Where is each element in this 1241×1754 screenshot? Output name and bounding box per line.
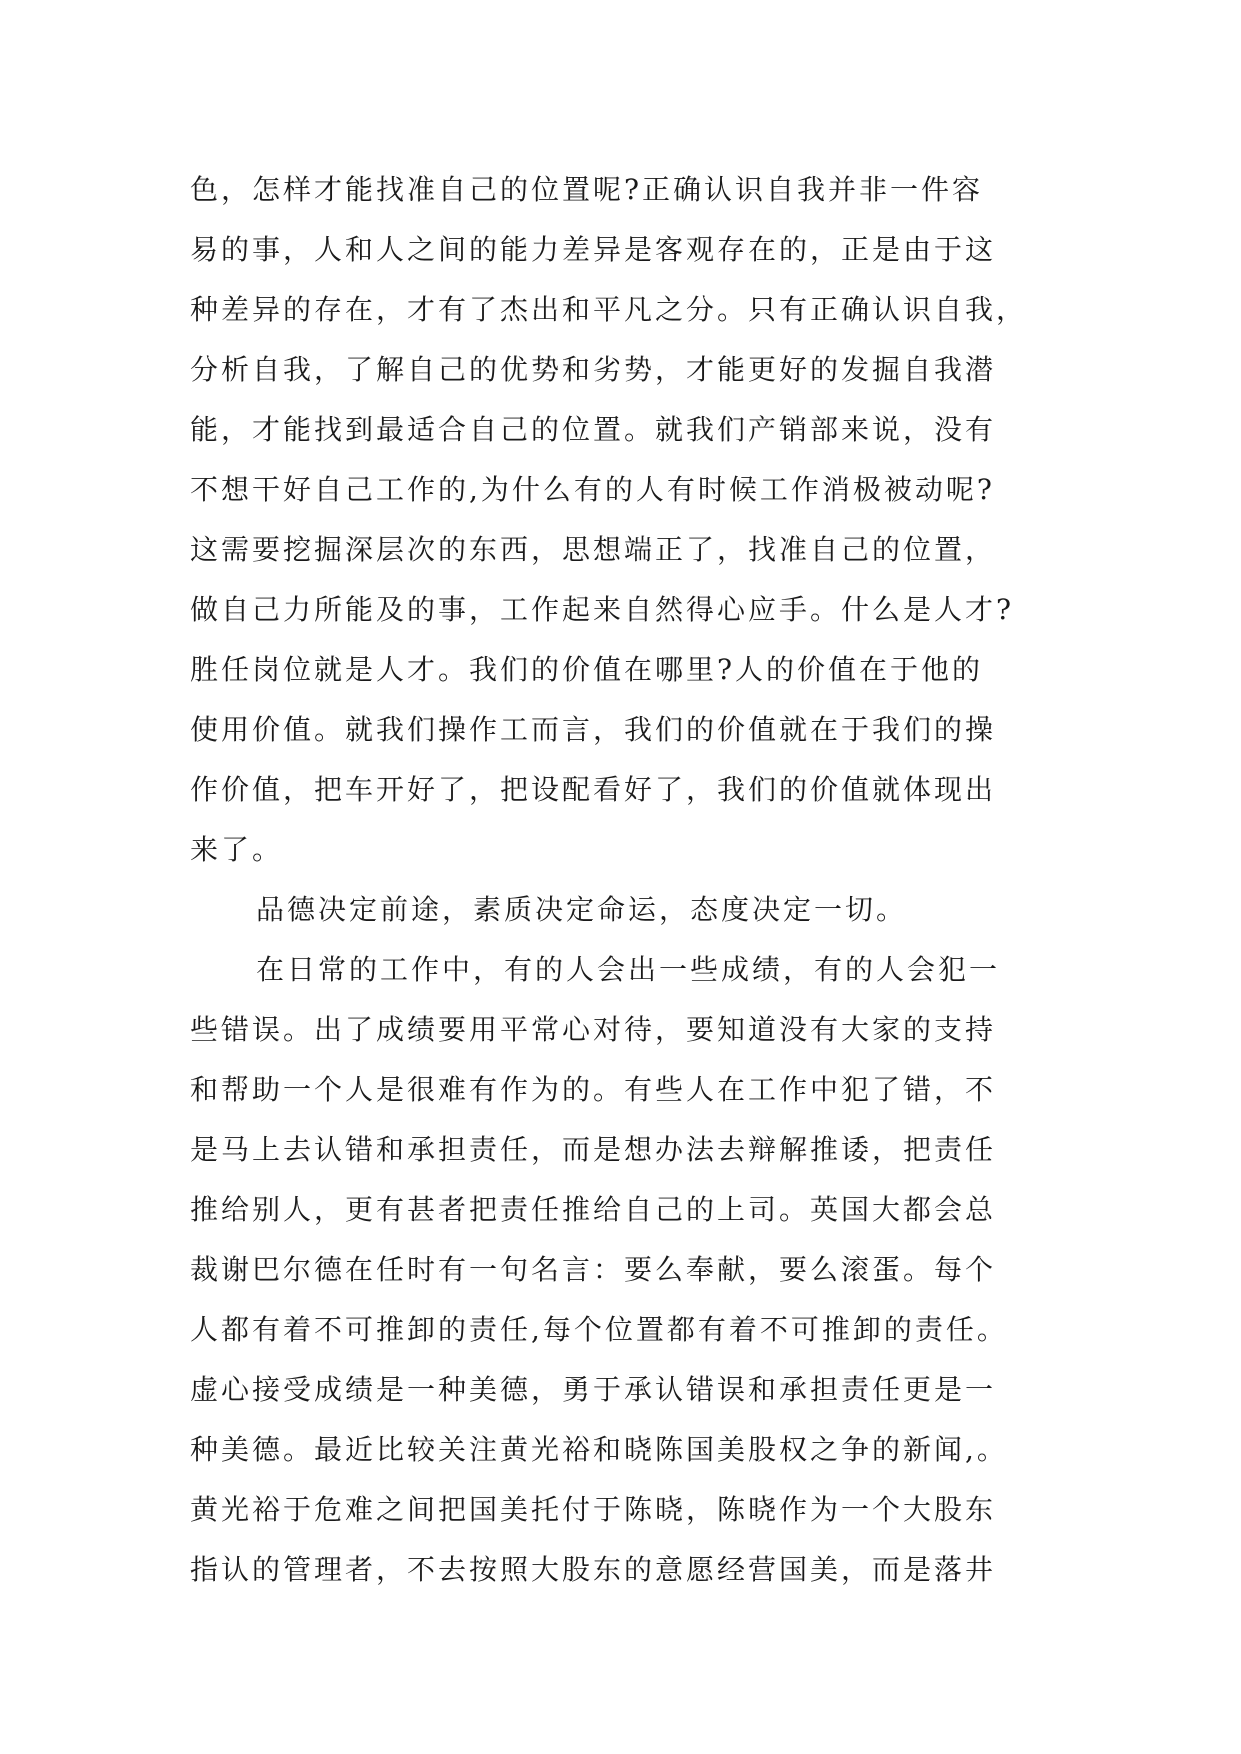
text-line: 色，怎样才能找准自己的位置呢?正确认识自我并非一件容	[190, 173, 984, 206]
text-line: 种差异的存在，才有了杰出和平凡之分。只有正确认识自我，	[190, 293, 1028, 326]
text-line: 作价值，把车开好了，把设配看好了，我们的价值就体现出	[190, 773, 997, 806]
document-body	[190, 160, 1050, 1600]
text-line: 种美德。最近比较关注黄光裕和晓陈国美股权之争的新闻,。	[190, 1433, 1008, 1466]
text-line: 指认的管理者，不去按照大股东的意愿经营国美，而是落井	[190, 1553, 997, 1586]
text-line: 是马上去认错和承担责任，而是想办法去辩解推诿，把责任	[190, 1133, 997, 1166]
text-line: 做自己力所能及的事，工作起来自然得心应手。什么是人才?	[190, 593, 1015, 626]
text-line: 推给别人，更有甚者把责任推给自己的上司。英国大都会总	[190, 1193, 997, 1226]
text-line: 这需要挖掘深层次的东西，思想端正了，找准自己的位置，	[190, 533, 997, 566]
text-line: 些错误。出了成绩要用平常心对待，要知道没有大家的支持	[190, 1013, 997, 1046]
paragraph-first-line: 在日常的工作中，有的人会出一些成绩，有的人会犯一	[256, 953, 1001, 986]
text-line: 胜任岗位就是人才。我们的价值在哪里?人的价值在于他的	[190, 653, 984, 686]
text-line: 分析自我，了解自己的优势和劣势，才能更好的发掘自我潜	[190, 353, 997, 386]
text-line: 虚心接受成绩是一种美德，勇于承认错误和承担责任更是一	[190, 1373, 997, 1406]
text-line: 使用价值。就我们操作工而言，我们的价值就在于我们的操	[190, 713, 997, 746]
text-line: 能，才能找到最适合自己的位置。就我们产销部来说，没有	[190, 413, 997, 446]
text-line: 黄光裕于危难之间把国美托付于陈晓，陈晓作为一个大股东	[190, 1493, 997, 1526]
text-line: 裁谢巴尔德在任时有一句名言：要么奉献，要么滚蛋。每个	[190, 1253, 997, 1286]
text-line: 来了。	[190, 833, 284, 866]
text-line: 人都有着不可推卸的责任,每个位置都有着不可推卸的责任。	[190, 1313, 1008, 1346]
text-line: 易的事，人和人之间的能力差异是客观存在的，正是由于这	[190, 233, 997, 266]
text-line: 不想干好自己工作的,为什么有的人有时候工作消极被动呢?	[190, 473, 995, 506]
text-line: 和帮助一个人是很难有作为的。有些人在工作中犯了错，不	[190, 1073, 997, 1106]
paragraph-first-line: 品德决定前途，素质决定命运，态度决定一切。	[256, 893, 908, 926]
